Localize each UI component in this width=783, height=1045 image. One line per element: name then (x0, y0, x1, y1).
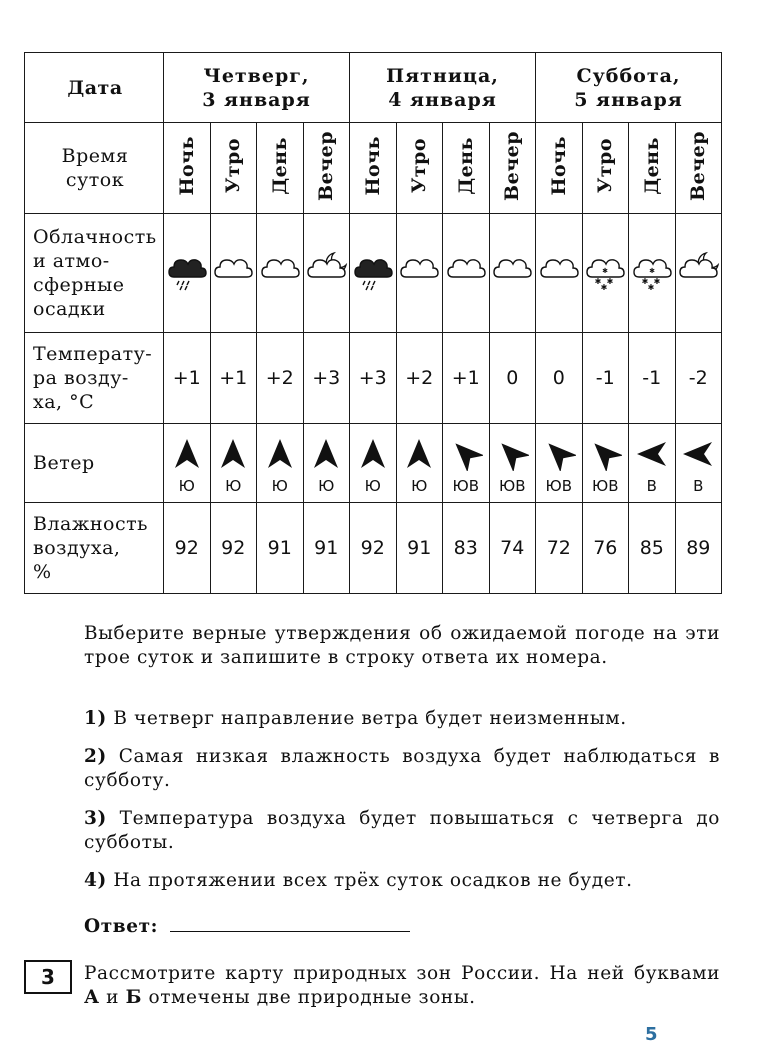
temperature-cell: +1 (164, 333, 211, 424)
wind-direction-label: ЮВ (592, 477, 619, 495)
date-row (25, 53, 722, 123)
time-of-day-cell (303, 123, 350, 214)
cloudiness-cell (582, 214, 629, 333)
time-of-day-cell (396, 123, 443, 214)
temperature-cell: +2 (396, 333, 443, 424)
humidity-cell: 92 (210, 503, 257, 594)
option-text: В четверг направление ветра будет неизменным. (113, 708, 627, 729)
letter-b: Б (125, 987, 142, 1008)
humidity-header: Влажность воздуха, % (25, 503, 164, 594)
temperature-cell: 0 (536, 333, 583, 424)
humidity-cell: 92 (350, 503, 397, 594)
wind-cell (443, 424, 490, 503)
wind-arrow-icon (170, 437, 204, 471)
humidity-cell: 72 (536, 503, 583, 594)
wind-direction-label: Ю (411, 477, 428, 495)
time-of-day-cell (582, 123, 629, 214)
cloud-moon-icon (304, 251, 348, 295)
answer-field[interactable] (170, 915, 410, 932)
time-of-day-label: Вечер (687, 131, 710, 201)
svg-text:✱: ✱ (648, 267, 655, 275)
rain-cloud-icon (351, 251, 395, 295)
cloudiness-cell (396, 214, 443, 333)
time-of-day-label: Вечер (501, 131, 524, 201)
wind-direction-label: Ю (318, 477, 335, 495)
temperature-cell: +3 (350, 333, 397, 424)
day-header-thursday: Четверг, 3 января (164, 53, 350, 123)
humidity-cell: 91 (303, 503, 350, 594)
cloudiness-cell (210, 214, 257, 333)
cloudiness-cell (629, 214, 676, 333)
humidity-cell: 85 (629, 503, 676, 594)
wind-row (25, 424, 722, 503)
svg-text:✱: ✱ (602, 267, 609, 275)
wind-cell (396, 424, 443, 503)
option-text: Самая низкая влажность воздуха будет наблюдаться в субботу. (84, 746, 720, 791)
time-of-day-cell (536, 123, 583, 214)
rain-cloud-icon (165, 251, 209, 295)
time-of-day-cell (675, 123, 722, 214)
time-of-day-cell (257, 123, 304, 214)
cloudiness-cell (257, 214, 304, 333)
wind-cell (257, 424, 304, 503)
temperature-cell: 0 (489, 333, 536, 424)
humidity-cell: 76 (582, 503, 629, 594)
humidity-cell: 91 (257, 503, 304, 594)
time-of-day-label: День (640, 137, 663, 195)
time-of-day-cell (350, 123, 397, 214)
answer-row (84, 915, 720, 939)
cloud-moon-icon (676, 251, 720, 295)
letter-a: А (84, 987, 100, 1008)
svg-text:✱: ✱ (606, 277, 614, 286)
wind-direction-label: ЮВ (499, 477, 526, 495)
cloudiness-cell (350, 214, 397, 333)
cloudiness-row (25, 214, 722, 333)
wind-arrow-icon (263, 437, 297, 471)
svg-text:✱: ✱ (653, 277, 661, 286)
wind-direction-label: Ю (364, 477, 381, 495)
cloudiness-cell (164, 214, 211, 333)
time-of-day-label: День (268, 137, 291, 195)
cloud-icon (211, 251, 255, 295)
wind-arrow-icon (588, 437, 622, 471)
cloudiness-header: Облачность и атмо- сферные осадки (25, 214, 164, 333)
temperature-cell: +1 (443, 333, 490, 424)
temperature-cell: +2 (257, 333, 304, 424)
option-2 (84, 745, 720, 793)
cloudiness-cell (536, 214, 583, 333)
date-header: Дата (25, 53, 164, 123)
wind-arrow-icon (542, 437, 576, 471)
wind-arrow-icon (309, 437, 343, 471)
page-number: 5 (645, 1024, 658, 1045)
wind-cell (350, 424, 397, 503)
humidity-cell: 83 (443, 503, 490, 594)
wind-arrow-icon (356, 437, 390, 471)
time-of-day-label: Утро (408, 138, 431, 194)
question-intro: Выберите верные утверждения об ожидаемой погоде на эти трое суток и запишите в строку ответа их номера. (84, 623, 720, 668)
cloudiness-cell (443, 214, 490, 333)
day-header-saturday: Суббота, 5 января (536, 53, 722, 123)
wind-cell (303, 424, 350, 503)
task3-text: Рассмотрите карту природных зон России. На ней буквами А и Б отмечены две природные зоны. (84, 963, 720, 1008)
time-of-day-row (25, 123, 722, 214)
svg-text:✱: ✱ (600, 283, 608, 292)
wind-arrow-icon (495, 437, 529, 471)
cloud-icon (490, 251, 534, 295)
wind-cell (489, 424, 536, 503)
option-number: 3) (84, 808, 107, 829)
time-of-day-cell (443, 123, 490, 214)
cloudiness-cell (489, 214, 536, 333)
option-number: 1) (84, 708, 107, 729)
option-text: Температура воздуха будет повышаться с четверга до субботы. (84, 808, 720, 853)
wind-arrow-icon (635, 437, 669, 471)
wind-arrow-icon (216, 437, 250, 471)
humidity-cell: 91 (396, 503, 443, 594)
option-1 (84, 707, 720, 731)
cloud-icon (537, 251, 581, 295)
time-of-day-label: Утро (222, 138, 245, 194)
svg-text:✱: ✱ (641, 277, 649, 286)
wind-direction-label: Ю (271, 477, 288, 495)
wind-cell (629, 424, 676, 503)
cloudiness-cell (675, 214, 722, 333)
humidity-row (25, 503, 722, 594)
temperature-cell: -2 (675, 333, 722, 424)
wind-cell (536, 424, 583, 503)
answer-label: Ответ: (84, 916, 159, 937)
wind-cell (210, 424, 257, 503)
option-text: На протяжении всех трёх суток осадков не будет. (113, 870, 633, 891)
cloud-icon (444, 251, 488, 295)
option-number: 2) (84, 746, 107, 767)
time-of-day-label: Ночь (361, 136, 384, 196)
wind-cell (675, 424, 722, 503)
temperature-header: Температу- ра возду- ха, °С (25, 333, 164, 424)
humidity-cell: 74 (489, 503, 536, 594)
svg-text:✱: ✱ (647, 283, 655, 292)
humidity-cell: 89 (675, 503, 722, 594)
option-4 (84, 869, 720, 893)
wind-cell (582, 424, 629, 503)
wind-arrow-icon (449, 437, 483, 471)
wind-direction-label: Ю (225, 477, 242, 495)
time-of-day-label: Ночь (175, 136, 198, 196)
snow-cloud-icon (630, 251, 674, 295)
time-of-day-cell (164, 123, 211, 214)
day-header-friday: Пятница, 4 января (350, 53, 536, 123)
wind-cell (164, 424, 211, 503)
time-of-day-label: Утро (594, 138, 617, 194)
time-of-day-header: Время суток (25, 123, 164, 214)
humidity-cell: 92 (164, 503, 211, 594)
wind-header: Ветер (25, 424, 164, 503)
weather-forecast-table (24, 52, 722, 594)
wind-arrow-icon (402, 437, 436, 471)
time-of-day-cell (210, 123, 257, 214)
temperature-cell: +3 (303, 333, 350, 424)
cloud-icon (258, 251, 302, 295)
temperature-cell: -1 (582, 333, 629, 424)
time-of-day-cell (489, 123, 536, 214)
time-of-day-cell (629, 123, 676, 214)
temperature-cell: +1 (210, 333, 257, 424)
cloudiness-cell (303, 214, 350, 333)
temperature-row (25, 333, 722, 424)
cloud-icon (397, 251, 441, 295)
wind-direction-label: ЮВ (452, 477, 479, 495)
wind-direction-label: В (693, 477, 704, 495)
wind-direction-label: В (646, 477, 657, 495)
option-3 (84, 807, 720, 855)
wind-direction-label: Ю (178, 477, 195, 495)
wind-direction-label: ЮВ (545, 477, 573, 495)
svg-text:✱: ✱ (594, 277, 602, 286)
option-number: 4) (84, 870, 107, 891)
temperature-cell: -1 (629, 333, 676, 424)
time-of-day-label: День (454, 137, 477, 195)
snow-cloud-icon (583, 251, 627, 295)
time-of-day-label: Ночь (547, 136, 570, 196)
wind-arrow-icon (681, 437, 715, 471)
task-number-box: 3 (24, 960, 72, 994)
time-of-day-label: Вечер (315, 131, 338, 201)
